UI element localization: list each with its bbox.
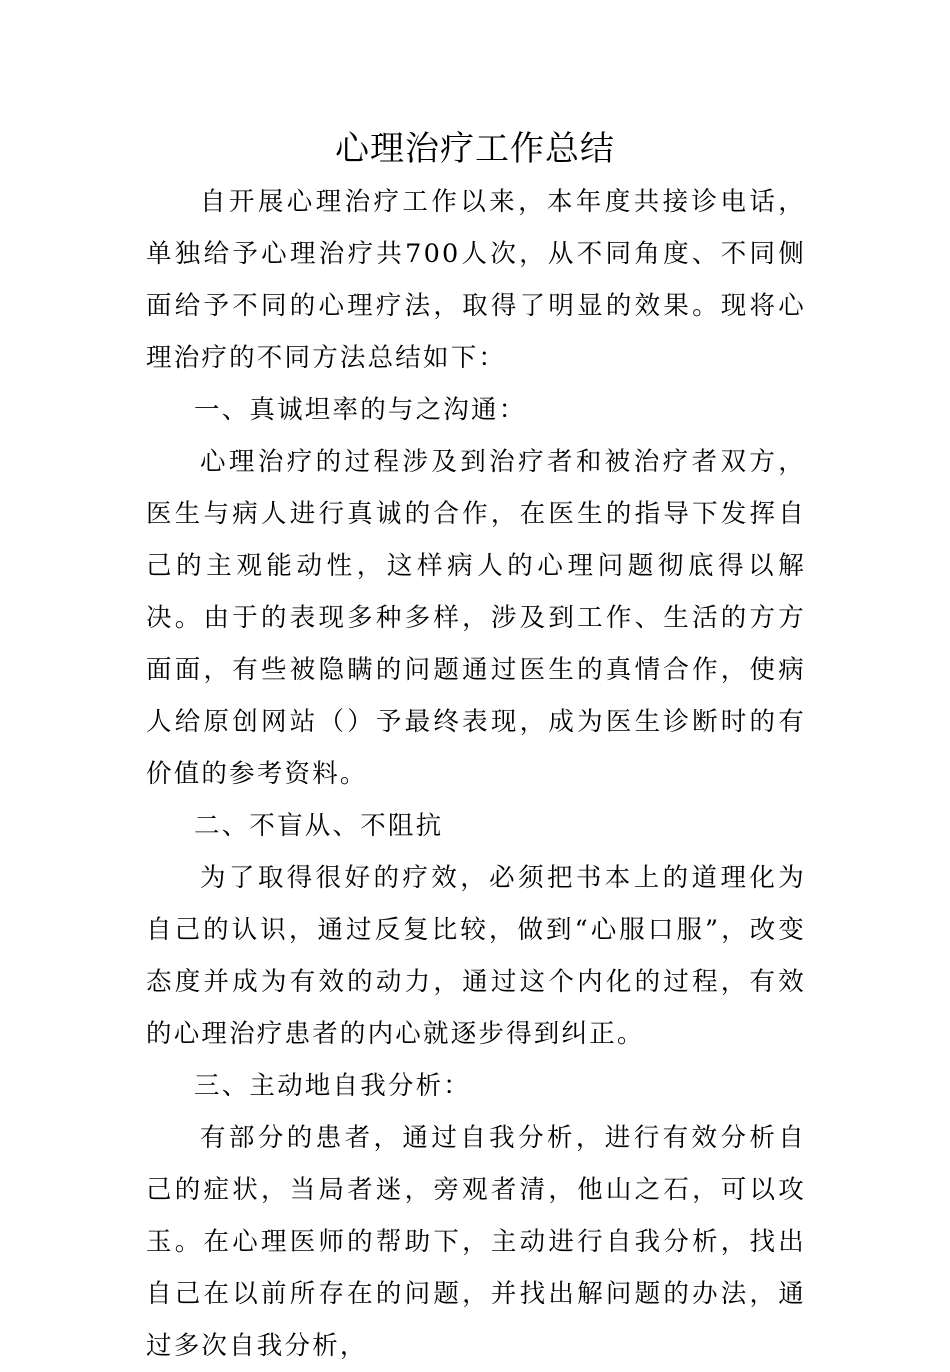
section-heading-3: 三、主动地自我分析： xyxy=(194,1071,472,1101)
document-title: 心理治疗工作总结 xyxy=(335,129,615,169)
intro-paragraph: 自开展心理治疗工作以来，本年度共接诊电话，单独给予心理治疗共700人次，从不同角度、不同侧面给予不同的心理疗法，取得了明显的效果。现将心理治疗的不同方法总结如下： xyxy=(146,187,806,373)
section-heading-2: 二、不盲从、不阻抗 xyxy=(194,811,444,841)
section-2-paragraph: 为了取得很好的疗效，必须把书本上的道理化为自己的认识，通过反复比较，做到“心服口服”，改变态度并成为有效的动力，通过这个内化的过程，有效的心理治疗患者的内心就逐步得到纠正。 xyxy=(146,863,806,1049)
document-body xyxy=(146,176,806,1372)
section-3-paragraph: 有部分的患者，通过自我分析，进行有效分析自己的症状，当局者迷，旁观者清，他山之石，可以攻玉。在心理医师的帮助下，主动进行自我分析，找出自己在以前所存在的问题，并找出解问题的办法，通过多次自我分析， xyxy=(146,1123,806,1361)
section-heading-1: 一、真诚坦率的与之沟通： xyxy=(194,395,527,425)
section-1-paragraph: 心理治疗的过程涉及到治疗者和被治疗者双方，医生与病人进行真诚的合作，在医生的指导下发挥自己的主观能动性，这样病人的心理问题彻底得以解决。由于的表现多种多样，涉及到工作、生活的方方面面，有些被隐瞒的问题通过医生的真情合作，使病人给原创网站（）予最终表现，成为医生诊断时的有价值的参考资料。 xyxy=(146,447,806,789)
